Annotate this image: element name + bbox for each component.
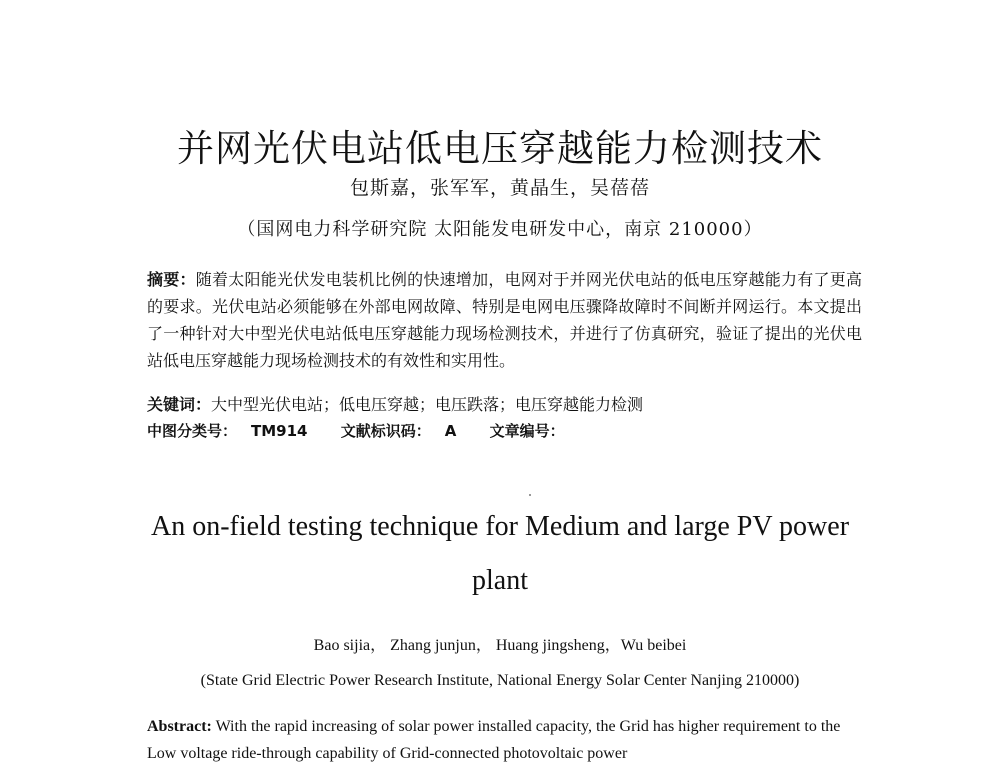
chinese-authors: 包斯嘉，张军军，黄晶生，吴蓓蓓 [349,177,650,199]
keywords-label: 关键词： [147,395,212,414]
english-authors: Bao sijia， Zhang junjun， Huang jingsheng，Wu beibei [313,637,687,654]
chinese-abstract [147,266,862,374]
clc-group [147,422,322,440]
doc-code-group [341,422,471,440]
classification-line [147,420,579,441]
english-affiliation: (State Grid Electric Power Research Institute, National Energy Solar Center Nanjing 210000) [200,672,800,689]
chinese-keywords [147,392,643,415]
chinese-abstract-text: 随着太阳能光伏发电装机比例的快速增加，电网对于并网光伏电站的低电压穿越能力有了更高的要求。光伏电站必须能够在外部电网故障、特别是电网电压骤降故障时不间断并网运行。本文提出了一种针对大中型光伏电站低电压穿越能力现场检测技术，并进行了仿真研究，验证了提出的光伏电站低电压穿越能力现场检测技术的有效性和实用性。 [147,270,862,370]
clc-value: TM914 [251,422,308,440]
chinese-abstract-label: 摘要： [147,270,196,289]
article-no-label: 文章编号： [489,422,565,440]
english-abstract-text: With the rapid increasing of solar power installed capacity, the Grid has higher requirement to the Low voltage ride-through capability of Grid-connected photovoltaic power [147,718,841,762]
keywords-text: 大中型光伏电站；低电压穿越；电压跌落；电压穿越能力检测 [211,395,644,414]
english-abstract-label: Abstract: [147,718,212,735]
english-title: An on-field testing technique for Medium and large PV power plant [150,511,850,596]
chinese-title: 并网光伏电站低电压穿越能力检测技术 [177,127,823,170]
doc-code-label: 文献标识码： [340,422,431,440]
english-abstract [147,713,867,767]
doc-code-value: A [444,422,457,440]
chinese-affiliation: （国网电力科学研究院 太阳能发电研发中心，南京 210000） [237,219,763,240]
stray-dot [529,494,531,496]
clc-label: 中图分类号： [147,422,238,440]
